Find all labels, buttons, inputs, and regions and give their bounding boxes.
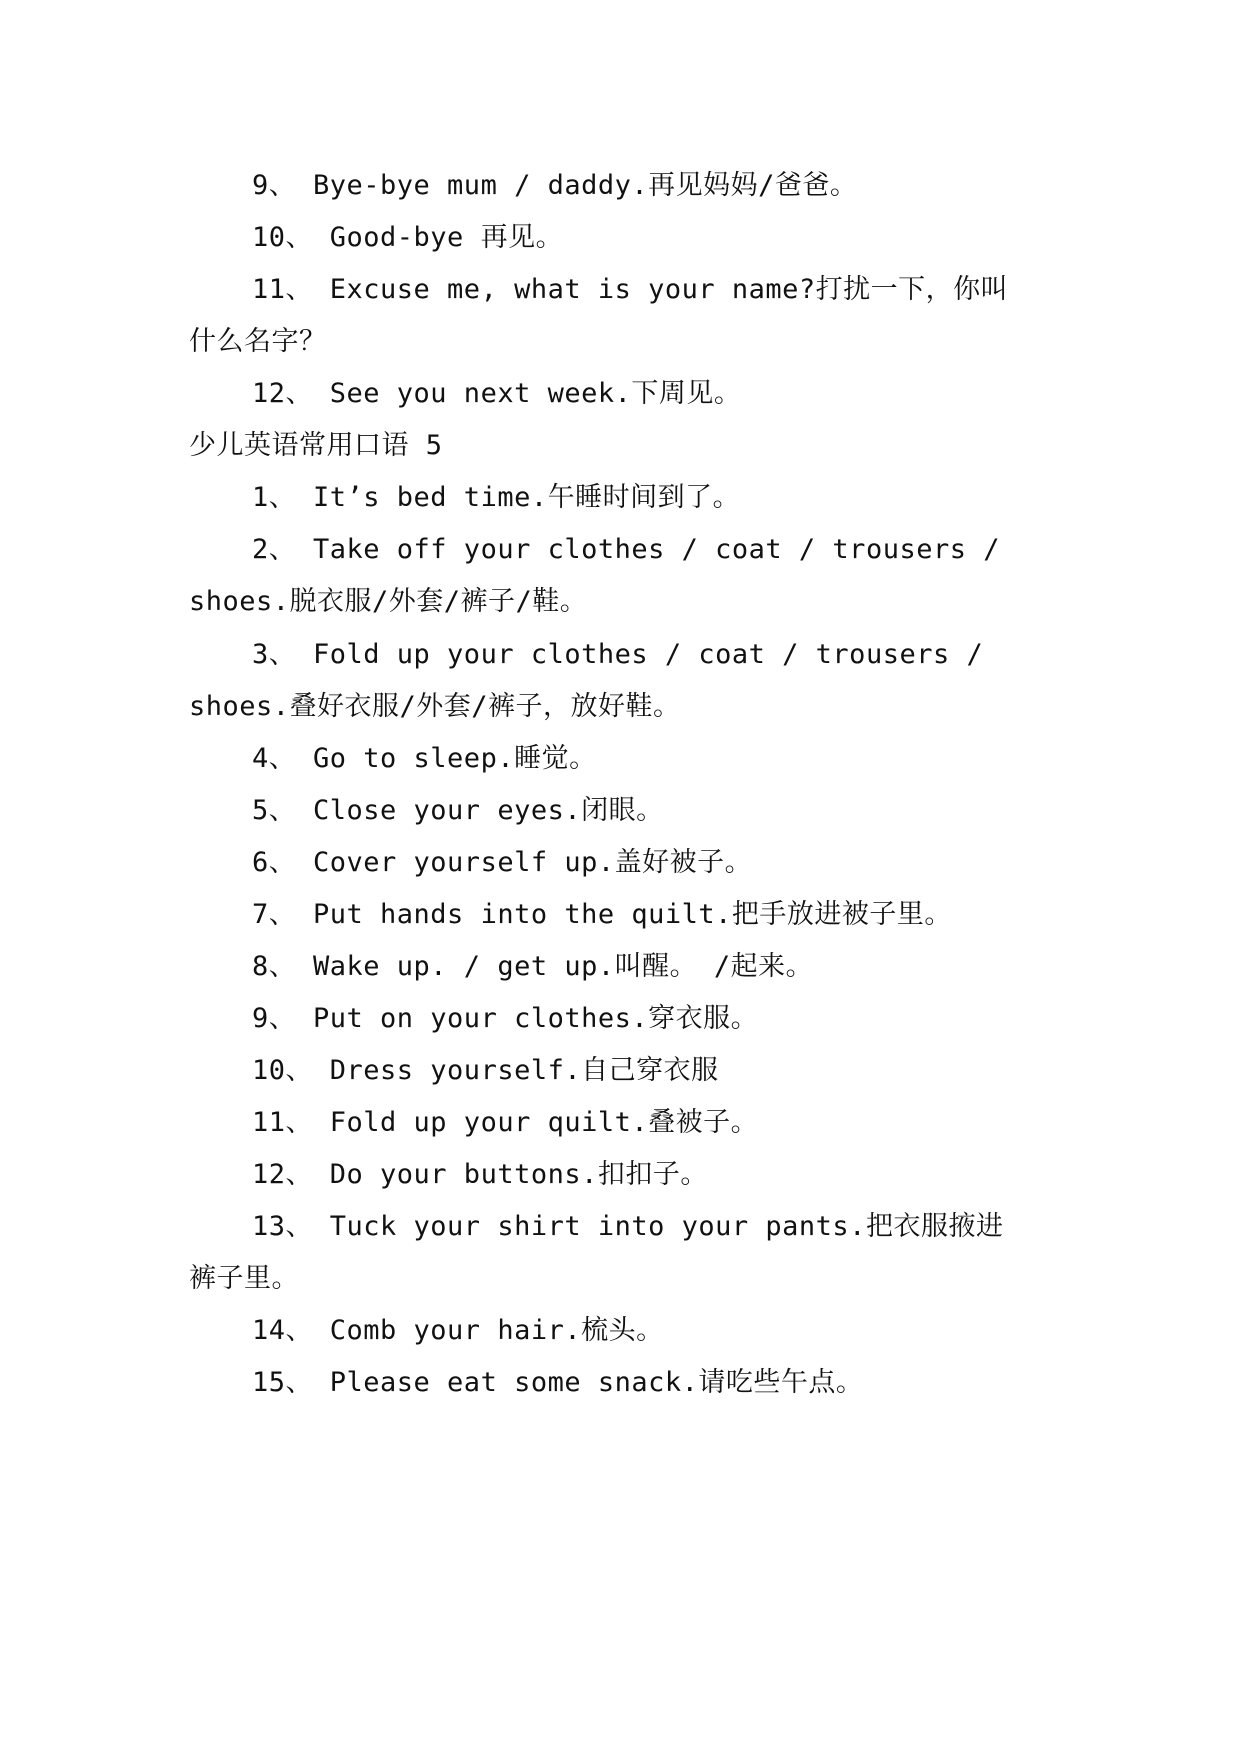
text-line: 4、 Go to sleep.睡觉。 [252,743,597,774]
text-line: shoes.叠好衣服/外套/裤子，放好鞋。 [189,691,681,722]
text-line: 2、 Take off your clothes / coat / trousers / [252,534,1000,565]
text-line: 11、 Excuse me, what is your name?打扰一下，你叫 [252,274,1009,305]
text-line: 10、 Good-bye 再见。 [252,222,564,253]
section-heading: 少儿英语常用口语 5 [189,430,443,461]
text-line: 11、 Fold up your quilt.叠被子。 [252,1107,759,1138]
text-line: 9、 Put on your clothes.穿衣服。 [252,1003,759,1034]
text-line: 10、 Dress yourself.自己穿衣服 [252,1055,719,1086]
text-line: 7、 Put hands into the quilt.把手放进被子里。 [252,899,952,930]
text-line: shoes.脱衣服/外套/裤子/鞋。 [189,586,588,617]
text-line: 13、 Tuck your shirt into your pants.把衣服掖进 [252,1211,1004,1242]
text-line: 14、 Comb your hair.梳头。 [252,1315,664,1346]
text-line: 3、 Fold up your clothes / coat / trousers / [252,639,984,670]
text-line: 什么名字？ [189,326,327,357]
text-line: 15、 Please eat some snack.请吃些午点。 [252,1367,864,1398]
text-line: 12、 See you next week.下周见。 [252,378,742,409]
text-line: 裤子里。 [189,1263,299,1294]
text-line: 12、 Do your buttons.扣扣子。 [252,1159,708,1190]
text-line: 8、 Wake up. / get up.叫醒。 /起来。 [252,951,814,982]
text-line: 6、 Cover yourself up.盖好被子。 [252,847,753,878]
text-line: 5、 Close your eyes.闭眼。 [252,795,664,826]
text-line: 9、 Bye-bye mum / daddy.再见妈妈/爸爸。 [252,170,858,201]
text-line: 1、 It’s bed time.午睡时间到了。 [252,482,741,513]
